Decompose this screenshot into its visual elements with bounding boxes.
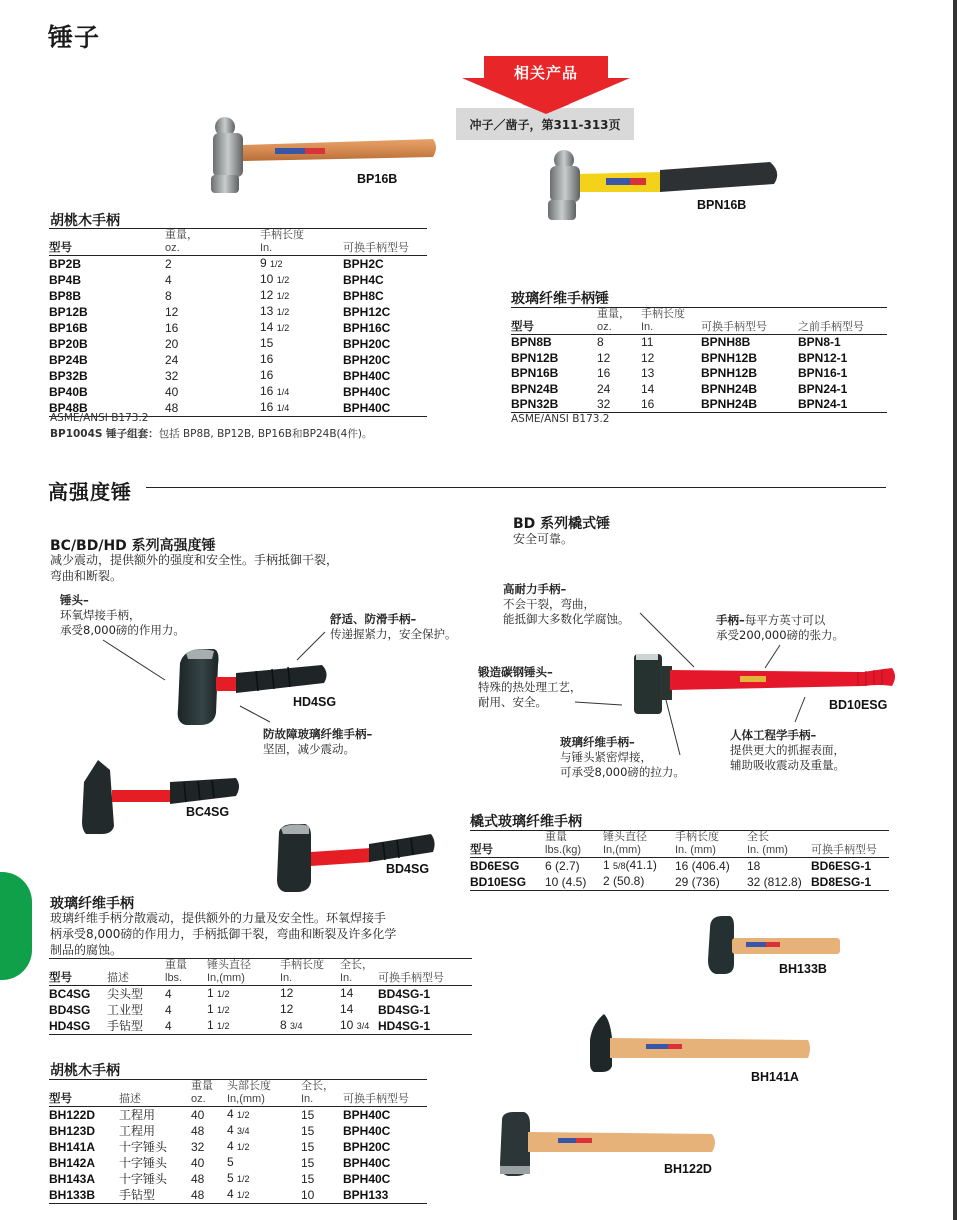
col-dia-unit: In,(mm) xyxy=(603,844,675,858)
section-tab-green xyxy=(0,872,32,980)
table-row: BPN24B 24 14 BPNH24B BPN24-1 xyxy=(511,381,848,396)
table-row: BC4SG 尖头型 4 1 1/2 12 14 BD4SG-1 xyxy=(49,986,431,1001)
bpn16b-label: BPN16B xyxy=(697,198,747,212)
col-model: 型号 xyxy=(49,1093,119,1107)
fiberglass-ball-table xyxy=(511,307,887,413)
table-row: BP40B 40 16 1/4 BPH40C xyxy=(49,384,391,399)
table-row: BP32B 32 16 BPH40C xyxy=(49,368,391,383)
table-row: BPN12B 12 12 BPNH12B BPN12-1 xyxy=(511,350,848,365)
callout-forged: 锻造碳钢锤头– 特殊的热处理工艺， 耐用、安全。 xyxy=(478,665,582,709)
fiberglass-sledge-title: 橇式玻璃纤维手柄 xyxy=(470,814,582,830)
col-model: 型号 xyxy=(470,844,545,858)
col-length-unit: In. xyxy=(260,242,343,256)
bp16b-hammer-image xyxy=(205,115,440,197)
col-weight-unit: oz. xyxy=(597,321,641,335)
col-overall-unit: In. (mm) xyxy=(747,844,811,858)
hd4sg-label: HD4SG xyxy=(293,695,337,709)
table-row: BP24B 24 16 BPH20C xyxy=(49,352,391,367)
table-row: BP2B 2 9 1/2 BPH2C xyxy=(49,256,384,271)
fiberglass-sledge-table-wrap xyxy=(470,830,889,891)
col-model: 型号 xyxy=(49,242,165,256)
col-length-top: 手柄长度 xyxy=(260,229,304,241)
bd-series-title: BD 系列橇式锤 xyxy=(513,516,611,532)
col-replace: 可换手柄型号 xyxy=(343,1093,427,1107)
table-row: BH141A 十字锤头 32 4 1/2 15 BPH20C xyxy=(49,1139,391,1154)
callout-grip: 舒适、防滑手柄– 传递握紧力，安全保护。 xyxy=(330,612,457,641)
bd10esg-label: BD10ESG xyxy=(829,698,888,712)
table-row: HD4SG 手钻型 4 1 1/2 8 3/4 10 3/4 HD4SG-1 xyxy=(49,1018,472,1035)
fiberglass-handle-table xyxy=(49,958,472,1035)
callout-durable: 高耐力手柄– 不会干裂，弯曲， 能抵御大多数化学腐蚀。 xyxy=(503,582,630,626)
col-dia-top: 锤头直径 xyxy=(207,959,251,971)
col-weight-unit: oz. xyxy=(191,1093,227,1107)
fiberglass-handle-table-wrap xyxy=(49,958,472,1035)
col-desc: 描述 xyxy=(119,1093,191,1107)
hickory-ball-set-note: BP1004S 锤子组套：包括 BP8B, BP12B, BP16B和BP24B(4件)。 xyxy=(50,428,373,440)
table-row: BH142A 十字锤头 40 5 15 BPH40C xyxy=(49,1155,391,1170)
col-weight-unit: lbs. xyxy=(165,972,207,986)
col-replace: 可换手柄型号 xyxy=(343,242,427,256)
col-dia-unit: In,(mm) xyxy=(207,972,280,986)
col-weight-unit: oz. xyxy=(165,242,260,256)
bcbdhd-desc: 减少震动，提供额外的强度和安全性。手柄抵御干裂， 弯曲和断裂。 xyxy=(50,553,339,583)
col-previous: 之前手柄型号 xyxy=(798,321,887,335)
table-row: BPN32B 32 16 BPNH24B BPN24-1 xyxy=(511,397,887,413)
col-overall-unit: In. xyxy=(301,1093,343,1107)
col-weight-top: 重量， xyxy=(597,308,630,320)
col-length-unit: In. xyxy=(280,972,340,986)
col-length-top: 手柄长度 xyxy=(641,308,685,320)
table-row: BD6ESG 6 (2.7) 1 5/8(41.1) 16 (406.4) 18 BD6ESG-1 xyxy=(470,858,872,873)
table-row: BH133B 手钻型 48 4 1/2 10 BPH133 xyxy=(49,1187,427,1204)
bd4sg-label: BD4SG xyxy=(386,862,430,876)
page-title: 锤子 xyxy=(48,23,101,52)
fiberglass-ball-table-wrap xyxy=(511,307,887,413)
col-length-top: 手柄长度 xyxy=(280,959,324,971)
hickory-ball-table xyxy=(49,228,427,417)
hickory-ball-table-wrap xyxy=(49,228,427,417)
table-row: BP16B 16 14 1/2 BPH16C xyxy=(49,320,391,335)
fiberglass-handle-desc: 玻璃纤维手柄分散震动，提供额外的力量及安全性。环氧焊接手 柄承受8,000磅的作用力，手柄抵御干裂，弯曲和断裂及许多化学 制品的腐蚀。 xyxy=(50,911,397,957)
col-model: 型号 xyxy=(511,321,597,335)
callout-ergo: 人体工程学手柄– 提供更大的抓握表面， 辅助吸收震动及重量。 xyxy=(730,728,845,772)
fiberglass-handle-title: 玻璃纤维手柄 xyxy=(50,896,134,912)
col-head-top: 头部长度 xyxy=(227,1080,271,1092)
section-title-high-strength: 高强度锤 xyxy=(48,480,132,504)
bh133b-label: BH133B xyxy=(779,962,827,976)
col-replace: 可换手柄型号 xyxy=(811,844,889,858)
table-row: BP4B 4 10 1/2 BPH4C xyxy=(49,272,384,287)
table-row: BH123D 工程用 48 4 3/4 15 BPH40C xyxy=(49,1123,391,1138)
col-weight-top: 重量， xyxy=(165,229,198,241)
hickory-sledge-title: 胡桃木手柄 xyxy=(50,1063,120,1079)
hickory-sledge-table xyxy=(49,1079,427,1204)
fiberglass-ball-title: 玻璃纤维手柄锤 xyxy=(511,291,609,307)
callout-shaft: 防故障玻璃纤维手柄– 坚固，减少震动。 xyxy=(263,727,373,756)
callout-fiber: 玻璃纤维手柄– 与锤头紧密焊接， 可承受8,000磅的拉力。 xyxy=(560,735,685,779)
col-weight-top: 重量 xyxy=(165,959,187,971)
col-overall-unit: In. xyxy=(340,972,378,986)
table-row: BP20B 20 15 BPH20C xyxy=(49,336,391,351)
table-row: BH122D 工程用 40 4 1/2 15 BPH40C xyxy=(49,1107,391,1122)
col-dia-top: 锤头直径 xyxy=(603,831,647,843)
bh141a-hammer-image xyxy=(590,1010,812,1072)
bh122d-label: BH122D xyxy=(664,1162,712,1176)
fiberglass-ball-standard: ASME/ANSI B173.2 xyxy=(511,413,610,425)
col-overall-top: 全长， xyxy=(301,1080,334,1092)
hickory-ball-title: 胡桃木手柄 xyxy=(50,213,120,229)
page-edge-bar xyxy=(953,0,957,1220)
col-weight-top: 重量 xyxy=(545,831,567,843)
fiberglass-sledge-table xyxy=(470,830,889,891)
col-weight-top: 重量 xyxy=(191,1080,213,1092)
table-row: BP8B 8 12 1/2 BPH8C xyxy=(49,288,384,303)
table-row: BPN16B 16 13 BPNH12B BPN16-1 xyxy=(511,366,848,380)
hickory-ball-standard: ASME/ANSI B173.2 xyxy=(50,412,149,424)
col-length-unit: In. xyxy=(641,321,701,335)
col-model: 型号 xyxy=(49,972,107,986)
callout-handle: 手柄–每平方英寸可以 承受200,000磅的张力。 xyxy=(716,613,845,642)
related-products-label: 相关产品 xyxy=(513,64,578,82)
col-weight-unit: lbs.(kg) xyxy=(545,844,603,858)
col-overall-top: 全长， xyxy=(340,959,373,971)
col-desc: 描述 xyxy=(107,972,165,986)
bh141a-label: BH141A xyxy=(751,1070,799,1084)
bp16b-label: BP16B xyxy=(357,172,398,186)
section-rule xyxy=(146,487,886,488)
hickory-sledge-table-wrap xyxy=(49,1079,427,1204)
col-replace: 可换手柄型号 xyxy=(378,972,472,986)
col-replace: 可换手柄型号 xyxy=(701,321,798,335)
bd-series-desc: 安全可靠。 xyxy=(513,532,574,546)
table-row: BPN8B 8 11 BPNH8B BPN8-1 xyxy=(511,335,841,349)
bc4sg-label: BC4SG xyxy=(186,805,230,819)
table-row: BD4SG 工业型 4 1 1/2 12 14 BD4SG-1 xyxy=(49,1002,431,1017)
col-head-unit: In,(mm) xyxy=(227,1093,301,1107)
callout-head: 锤头– 环氧焊接手柄， 承受8,000磅的作用力。 xyxy=(60,593,185,637)
col-overall-top: 全长 xyxy=(747,831,769,843)
bcbdhd-title: BC/BD/HD 系列高强度锤 xyxy=(50,538,216,554)
col-length-unit: In. (mm) xyxy=(675,844,747,858)
table-row: BD10ESG 10 (4.5) 2 (50.8) 29 (736) 32 (812.8) BD8ESG-1 xyxy=(470,874,889,891)
table-row: BH143A 十字锤头 48 5 1/2 15 BPH40C xyxy=(49,1171,391,1186)
bc4sg-hammer-image xyxy=(80,756,242,836)
table-row: BP12B 12 13 1/2 BPH12C xyxy=(49,304,391,319)
related-products-text: 冲子／凿子，第311-313页 xyxy=(469,117,621,132)
table-row: BP48B 48 16 1/4 BPH40C xyxy=(49,400,427,417)
col-length-top: 手柄长度 xyxy=(675,831,719,843)
bd4sg-hammer-image xyxy=(275,822,437,894)
hd4sg-hammer-image xyxy=(172,645,332,730)
